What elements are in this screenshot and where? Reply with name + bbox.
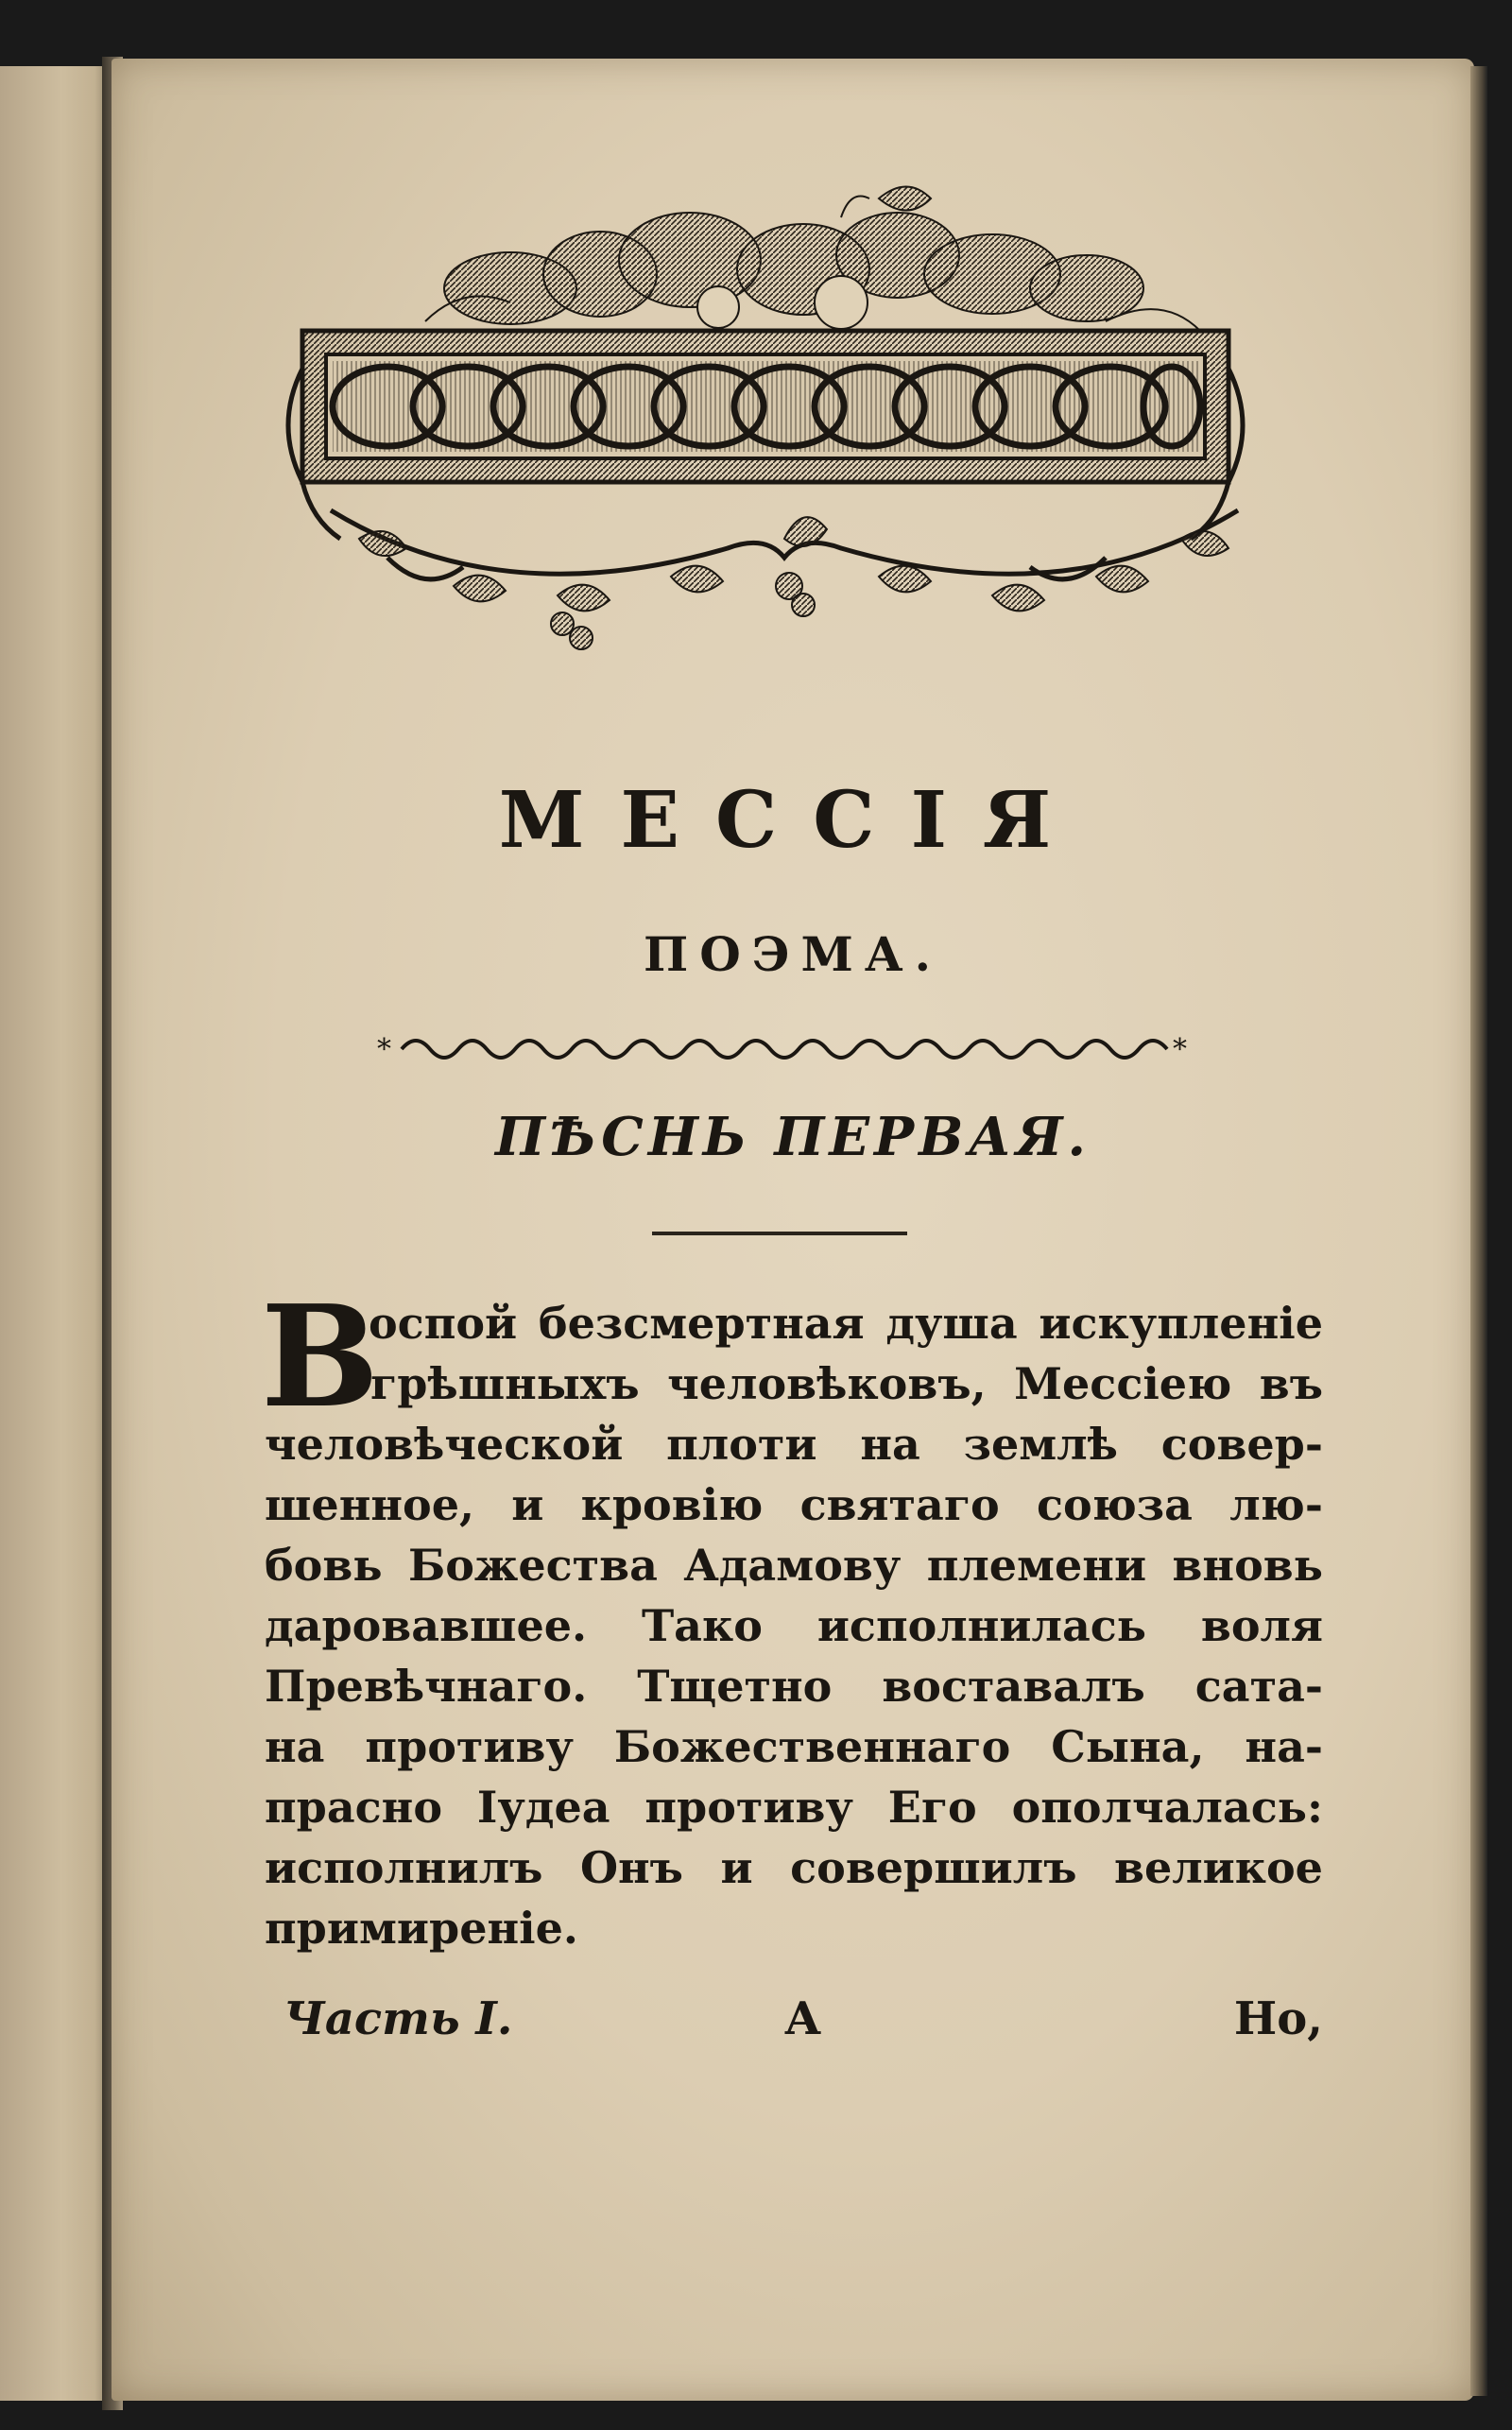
signature-mark: А: [784, 1992, 822, 2045]
text-line-7: [265, 1656, 1323, 1716]
word: Тако: [641, 1600, 763, 1651]
word: великое: [1114, 1842, 1323, 1893]
word: совершилъ: [790, 1842, 1077, 1893]
word: Іудеа: [476, 1782, 610, 1833]
word: Сына,: [1051, 1721, 1205, 1772]
fruit-and-flowers-arrangement: [425, 187, 1200, 332]
text-line-9: [265, 1777, 1323, 1837]
word: грѣшныхъ: [370, 1358, 640, 1409]
garland-leaves: [359, 517, 1228, 649]
text-line-2: [265, 1353, 1323, 1414]
text-line-10: [265, 1837, 1323, 1898]
engraved-headpiece-vignette: [274, 180, 1295, 690]
word: въ: [1259, 1358, 1323, 1409]
ornamental-divider: [373, 1028, 1195, 1066]
word: Его: [887, 1782, 977, 1833]
word: на: [860, 1419, 920, 1470]
text-line-4: [265, 1474, 1323, 1535]
word: безсмертная: [538, 1298, 865, 1349]
catchword: Но,: [1233, 1992, 1323, 2045]
word: искупленіе: [1039, 1298, 1323, 1349]
drop-cap: В: [261, 1274, 380, 1439]
word: и: [511, 1479, 544, 1530]
word: сата-: [1194, 1661, 1323, 1712]
book-title: МЕССІЯ: [498, 775, 1088, 866]
word: племени: [926, 1540, 1147, 1591]
facing-page-edge: [0, 66, 112, 2401]
word: исполнилась: [816, 1600, 1146, 1651]
book-subtitle: ПОЭМА.: [643, 926, 943, 982]
word: человѣческой: [265, 1419, 624, 1470]
word: противу: [365, 1721, 574, 1772]
word: Мессіею: [1014, 1358, 1232, 1409]
word: человѣковъ,: [667, 1358, 987, 1409]
word: оспой: [369, 1298, 518, 1349]
word: Адамову: [683, 1540, 902, 1591]
word: Онъ: [579, 1842, 683, 1893]
text-line-8: [265, 1716, 1323, 1777]
word: вновь: [1172, 1540, 1323, 1591]
word: даровавшее.: [265, 1600, 588, 1651]
word: противу: [644, 1782, 853, 1833]
canto-heading: ПѢСНЬ ПЕРВАЯ.: [495, 1106, 1091, 1168]
text-line-6: [265, 1595, 1323, 1656]
word: совер-: [1160, 1419, 1323, 1470]
word: союза: [1036, 1479, 1193, 1530]
word: плоти: [666, 1419, 817, 1470]
text-line-11: [265, 1898, 1323, 1958]
word: душа: [885, 1298, 1018, 1349]
word: бовь: [265, 1540, 383, 1591]
svg-text:*: *: [1173, 1033, 1187, 1066]
text-line-5: [265, 1535, 1323, 1595]
word: Тщетно: [637, 1661, 833, 1712]
text-line-3: [265, 1414, 1323, 1474]
svg-text:*: *: [377, 1033, 391, 1066]
word: исполнилъ: [265, 1842, 543, 1893]
word: ополчалась:: [1011, 1782, 1323, 1833]
word: Божества: [407, 1540, 658, 1591]
word: воставалъ: [882, 1661, 1145, 1712]
word: на: [265, 1721, 325, 1772]
word: прасно: [265, 1782, 442, 1833]
volume-signature-label: Часть I.: [284, 1992, 513, 2045]
word: Превѣчнаго.: [265, 1661, 588, 1712]
word: и: [720, 1842, 753, 1893]
word: шенное,: [265, 1479, 475, 1530]
word: на-: [1245, 1721, 1323, 1772]
poem-text-block: [261, 1274, 1323, 1958]
word: Божественнаго: [613, 1721, 1011, 1772]
short-rule: [652, 1232, 907, 1235]
word: воля: [1200, 1600, 1323, 1651]
word: землѣ: [963, 1419, 1118, 1470]
word: святаго: [799, 1479, 1000, 1530]
word: кровію: [580, 1479, 764, 1530]
page-edge: [1470, 66, 1487, 2396]
word: примиреніе.: [265, 1903, 578, 1954]
word: лю-: [1229, 1479, 1323, 1530]
